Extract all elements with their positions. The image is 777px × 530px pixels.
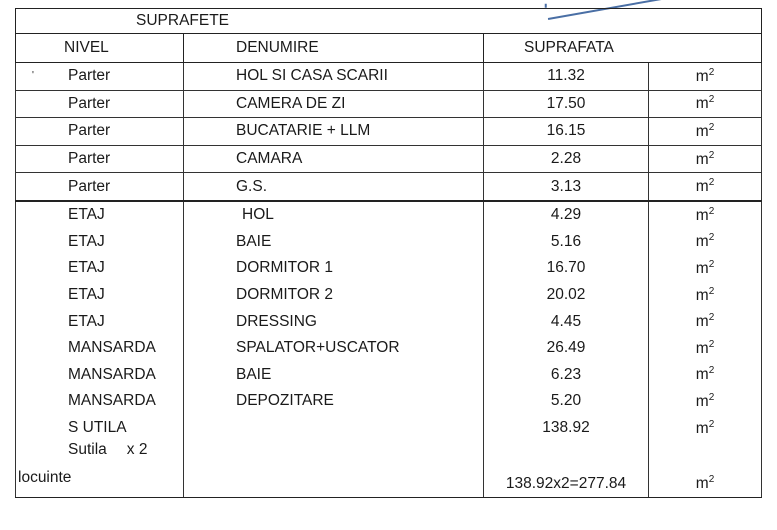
row-level: ETAJ [16, 308, 184, 335]
unit-exponent: 2 [708, 285, 715, 297]
unit-base: m [695, 475, 709, 493]
unit-exponent: 2 [708, 312, 715, 324]
unit-cell [649, 63, 762, 91]
total-area: 138.92 [484, 415, 649, 442]
row-area: 17.50 [484, 90, 649, 118]
row-name: DRESSING [184, 308, 484, 335]
unit-base: m [695, 313, 709, 331]
row-level: ETAJ [16, 255, 184, 282]
unit-base: m [695, 339, 709, 357]
unit-exponent: 2 [708, 205, 715, 217]
unit-cell [649, 118, 762, 146]
row-name: BAIE [184, 362, 484, 389]
unit-cell [649, 90, 762, 118]
unit-cell [649, 173, 762, 201]
row-level: MANSARDA [16, 335, 184, 362]
unit-cell [649, 229, 762, 256]
row-name: HOL SI CASA SCARII [184, 63, 484, 91]
table-row [16, 229, 762, 256]
row-area: 4.45 [484, 308, 649, 335]
suprafete-table [15, 8, 762, 498]
total-name-empty [184, 415, 484, 442]
unit-exponent: 2 [708, 149, 715, 161]
table-header-row [16, 34, 762, 63]
table-row [16, 308, 762, 335]
row-level: Parter [16, 118, 184, 146]
multiplied-label-cell [16, 441, 184, 498]
row-area: 20.02 [484, 282, 649, 309]
table-row [16, 118, 762, 146]
total-label: S UTILA [16, 415, 184, 442]
row-name: SPALATOR+USCATOR [184, 335, 484, 362]
row-area: 26.49 [484, 335, 649, 362]
unit-exponent: 2 [708, 177, 715, 189]
row-level: Parter [16, 145, 184, 173]
unit-cell [649, 255, 762, 282]
row-level: Parter [16, 63, 184, 91]
unit-cell [649, 282, 762, 309]
header-area: SUPRAFATA [484, 34, 762, 63]
row-area: 2.28 [484, 145, 649, 173]
unit-exponent: 2 [708, 391, 715, 403]
row-area: 16.15 [484, 118, 649, 146]
row-name: CAMERA DE ZI [184, 90, 484, 118]
table-row [16, 362, 762, 389]
row-name: G.S. [184, 173, 484, 201]
table-row [16, 63, 762, 91]
unit-exponent: 2 [708, 418, 715, 430]
unit-exponent: 2 [708, 121, 715, 133]
unit-exponent: 2 [708, 474, 715, 486]
row-name: BUCATARIE + LLM [184, 118, 484, 146]
row-level: ETAJ [16, 229, 184, 256]
locuinte-label: locuinte [18, 469, 72, 487]
unit-cell [649, 388, 762, 415]
row-level: ETAJ [16, 282, 184, 309]
multiplied-area: 138.92x2=277.84 [484, 441, 649, 498]
unit-base: m [695, 67, 709, 85]
unit-cell [649, 362, 762, 389]
row-area: 6.23 [484, 362, 649, 389]
unit-cell [649, 308, 762, 335]
unit-base: m [695, 122, 709, 140]
row-name: DORMITOR 2 [184, 282, 484, 309]
unit-base: m [695, 259, 709, 277]
unit-cell [649, 441, 762, 498]
row-level: ETAJ [16, 201, 184, 229]
unit-base: m [695, 95, 709, 113]
row-level: MANSARDA [16, 362, 184, 389]
unit-cell [649, 335, 762, 362]
table-row [16, 90, 762, 118]
row-area: 5.20 [484, 388, 649, 415]
table-row [16, 388, 762, 415]
row-area: 5.16 [484, 229, 649, 256]
stray-mark: ' [32, 70, 34, 81]
sutila-label: Sutila [68, 441, 107, 459]
table-row [16, 145, 762, 173]
row-name: CAMARA [184, 145, 484, 173]
unit-base: m [695, 366, 709, 384]
row-area: 11.32 [484, 63, 649, 91]
multiplied-total-row [16, 441, 762, 498]
unit-base: m [695, 286, 709, 304]
multiplier: x 2 [126, 441, 148, 459]
unit-exponent: 2 [708, 232, 715, 244]
unit-cell [649, 145, 762, 173]
header-name: DENUMIRE [184, 34, 484, 63]
multiplied-label-line1 [68, 441, 147, 459]
table-row [16, 335, 762, 362]
row-name: BAIE [184, 229, 484, 256]
unit-exponent: 2 [708, 258, 715, 270]
row-area: 3.13 [484, 173, 649, 201]
table-row [16, 201, 762, 229]
table-row [16, 282, 762, 309]
row-level: MANSARDA [16, 388, 184, 415]
row-name: HOL [184, 201, 484, 229]
title-blank [484, 9, 762, 34]
header-level: NIVEL [16, 34, 184, 63]
unit-base: m [695, 206, 709, 224]
unit-base: m [695, 150, 709, 168]
unit-cell [649, 415, 762, 442]
unit-cell [649, 201, 762, 229]
total-row [16, 415, 762, 442]
unit-exponent: 2 [708, 365, 715, 377]
table-row [16, 173, 762, 201]
multiplied-label [18, 441, 183, 489]
unit-exponent: 2 [708, 94, 715, 106]
unit-base: m [695, 233, 709, 251]
row-name: DORMITOR 1 [184, 255, 484, 282]
unit-base: m [695, 392, 709, 410]
row-area: 16.70 [484, 255, 649, 282]
unit-exponent: 2 [708, 66, 715, 78]
table-row [16, 255, 762, 282]
multiplied-name-empty [184, 441, 484, 498]
unit-base: m [695, 178, 709, 196]
table-title-row [16, 9, 762, 34]
row-name: DEPOZITARE [184, 388, 484, 415]
unit-exponent: 2 [708, 338, 715, 350]
row-level: Parter [16, 173, 184, 201]
unit-base: m [695, 419, 709, 437]
row-level: Parter [16, 90, 184, 118]
row-area: 4.29 [484, 201, 649, 229]
table-title: SUPRAFETE [16, 9, 484, 34]
